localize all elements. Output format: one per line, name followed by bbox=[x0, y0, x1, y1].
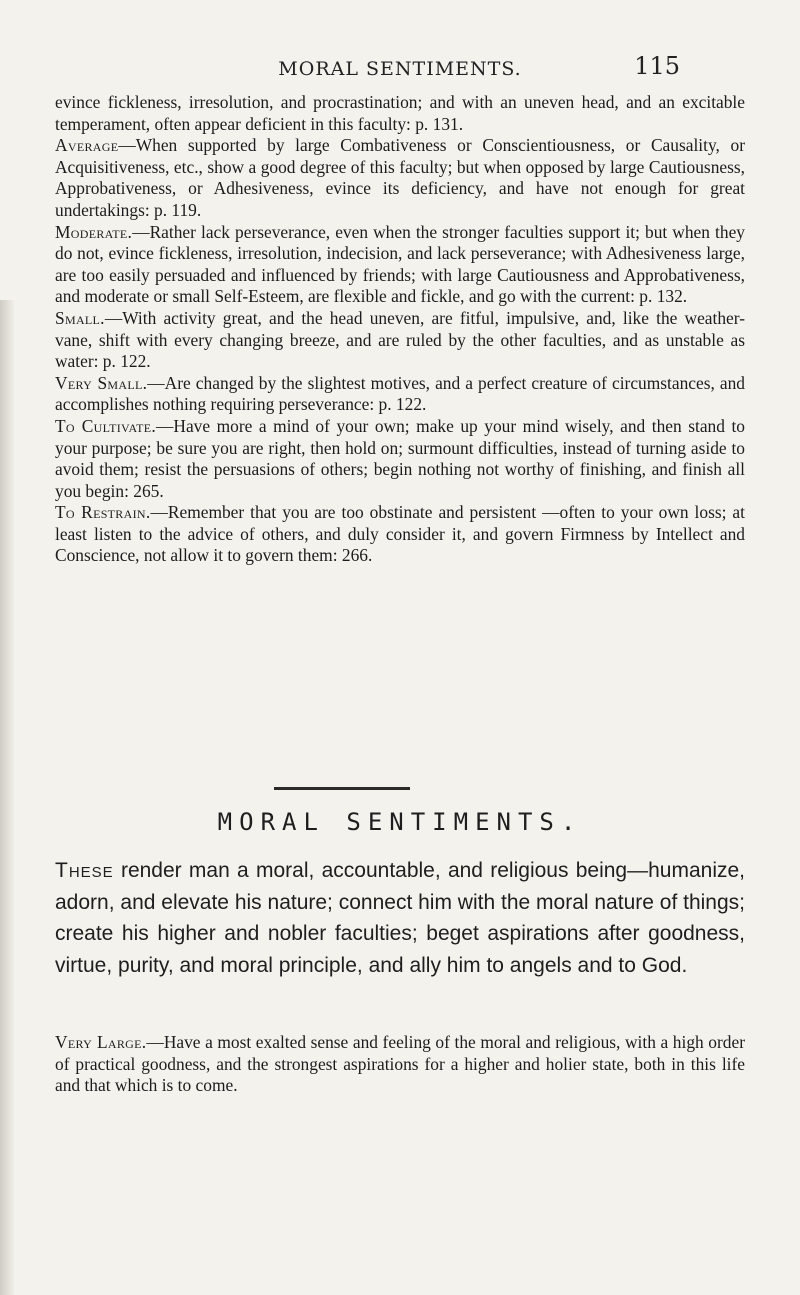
firmness-section bbox=[55, 92, 745, 567]
very-large-paragraph bbox=[55, 1032, 745, 1097]
entry-text: —When supported by large Combativeness or Conscientiousness, or Causality, or Acquisitiveness, etc., show a good degree of this faculty; but when opposed by large Cautiousness, Approbativeness, or Adhesiveness, evince its deficiency, and have not enough for great undertakings: p. 119. bbox=[55, 135, 745, 220]
entry-text: —Rather lack perseverance, even when the stronger faculties support it; but when they do not, evince fickleness, irresolution, indecision, and lack perseverance; with Adhesiveness large, are too easily persuaded and influenced by friends; with large Cautiousness and Approbativeness, and moderate or small Self-Esteem, are flexible and fickle, and go with the current: p. 132. bbox=[55, 221, 745, 307]
running-head: MORAL SENTIMENTS. bbox=[278, 58, 522, 80]
entry-text: —With activity great, and the head uneven, are fitful, impulsive, and, like the weather-vane, shift with every changing breeze, and are ruled by the other faculties, and as unstable as water: p. 122. bbox=[55, 307, 745, 372]
entry-label: To Cultivate. bbox=[55, 415, 157, 436]
entry-label: Moderate. bbox=[55, 221, 133, 242]
section-intro bbox=[55, 855, 745, 981]
entry-text: —Have a most exalted sense and feeling of the moral and religious, with a high order of practical goodness, and the strongest aspirations for a higher and holier state, both in this life and that which is to come. bbox=[55, 1032, 745, 1096]
section-divider bbox=[274, 787, 410, 790]
entry-very-large bbox=[55, 1032, 745, 1097]
entry-moderate bbox=[55, 222, 745, 308]
entry-to-cultivate bbox=[55, 416, 745, 502]
entry-very-small bbox=[55, 373, 745, 416]
page-number: 115 bbox=[634, 52, 680, 80]
page-binding-shadow bbox=[0, 300, 14, 1295]
entry-label: Very Large. bbox=[55, 1032, 147, 1052]
entry-label: To Restrain. bbox=[55, 502, 151, 523]
entry-average bbox=[55, 135, 745, 221]
intro-lead: These bbox=[55, 859, 114, 882]
continuation-paragraph: evince fickleness, irresolution, and procrastination; and with an uneven head, and an excitable temperament, often appear deficient in this faculty: p. 131. bbox=[55, 92, 745, 134]
entry-text: —Remember that you are too obstinate and persistent —often to your own loss; at least listen to the advice of others, and duly consider it, and govern Firmness by Intellect and Conscience, not allow it to govern them: 266. bbox=[55, 502, 745, 566]
section-heading: MORAL SENTIMENTS. bbox=[217, 808, 583, 836]
entry-to-restrain bbox=[55, 502, 745, 567]
entry-text: —Have more a mind of your own; make up your mind wisely, and then stand to your purpose; be sure you are right, then hold on; surmount difficulties, instead of turning aside to avoid them; resist the persuasions of others; begin nothing not worthy of finishing, and finish all you begin: 265. bbox=[55, 415, 745, 501]
entry-text: —Are changed by the slightest motives, and a perfect creature of circumstances, and accomplishes nothing requiring perseverance: p. 122. bbox=[55, 372, 745, 415]
entry-label: Very Small. bbox=[55, 372, 148, 393]
page-header bbox=[0, 52, 800, 88]
intro-paragraph bbox=[55, 855, 745, 981]
intro-text: render man a moral, accountable, and religious being—humanize, adorn, and elevate his nature; connect him with the moral nature of things; create his higher and nobler faculties; beget aspirations after goodness, virtue, purity, and moral principle, and ally him to angels and to God. bbox=[55, 859, 745, 977]
entry-label: Average bbox=[55, 135, 119, 156]
entry-small bbox=[55, 308, 745, 373]
entry-label: Small. bbox=[55, 307, 105, 328]
